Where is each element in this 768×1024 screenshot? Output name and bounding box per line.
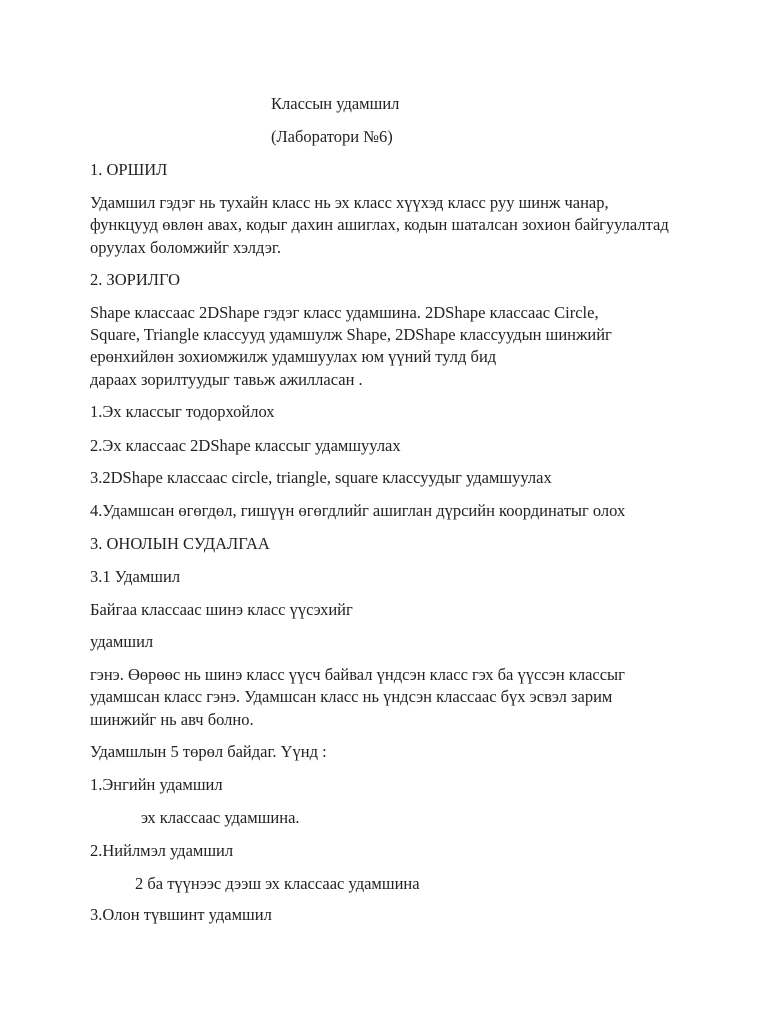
goal-heading: 2. ЗОРИЛГО (90, 270, 181, 289)
goal-paragraph-line: дараах зорилтуудыг тавьж ажилласан . (90, 370, 363, 389)
theory-heading: 3. ОНОЛЫН СУДАЛГАА (90, 534, 270, 553)
inheritance-types-intro: Удамшлын 5 төрөл байдаг. Үүнд : (90, 742, 327, 761)
goal-item: 2.Эх классаас 2DShape классыг удамшуулах (90, 436, 401, 455)
document-subtitle: (Лаборатори №6) (271, 127, 393, 146)
theory-subheading: 3.1 Удамшил (90, 567, 181, 586)
theory-text-line: Байгаа классаас шинэ класс үүсэхийг (90, 600, 353, 619)
inheritance-type-item: 3.Олон түвшинт удамшил (90, 905, 272, 924)
goal-item: 3.2DShape классаас circle, triangle, square классуудыг удамшуулах (90, 468, 552, 487)
inheritance-type-description: эх классаас удамшина. (141, 808, 300, 827)
goal-item: 1.Эх классыг тодорхойлох (90, 402, 275, 421)
document-title: Классын удамшил (271, 94, 400, 113)
intro-heading: 1. ОРШИЛ (90, 160, 168, 179)
inheritance-type-description: 2 ба түүнээс дээш эх классаас удамшина (135, 874, 420, 893)
inheritance-type-item: 1.Энгийн удамшил (90, 775, 223, 794)
theory-text-line: удамшил (90, 632, 154, 651)
inheritance-type-item: 2.Нийлмэл удамшил (90, 841, 234, 860)
intro-paragraph: Удамшил гэдэг нь тухайн класс нь эх класс хүүхэд класс руу шинж чанар, функцууд өвлөн авах, кодыг дахин ашиглах, кодын шаталсан зохион байгуулалтад оруулах боломжийг хэлдэг. (90, 193, 669, 257)
goal-paragraph-line: Shape классаас 2DShape гэдэг класс удамшина. 2DShape классаас Circle, (90, 303, 599, 322)
goal-paragraph-line: ерөнхийлөн зохиомжилж удамшуулах юм үүний тулд бид (90, 347, 497, 366)
goal-paragraph-line: Square, Triangle классууд удамшулж Shape, 2DShape классуудын шинжийг (90, 325, 612, 344)
goal-item: 4.Удамшсан өгөгдөл, гишүүн өгөгдлийг ашиглан дүрсийн координатыг олох (90, 501, 626, 520)
theory-paragraph: гэнэ. Өөрөөс нь шинэ класс үүсч байвал үндсэн класс гэх ба үүссэн классыг удамшсан класс гэнэ. Удамшсан класс нь үндсэн классаас бүх эсвэл зарим шинжийг нь авч болно. (90, 665, 625, 729)
